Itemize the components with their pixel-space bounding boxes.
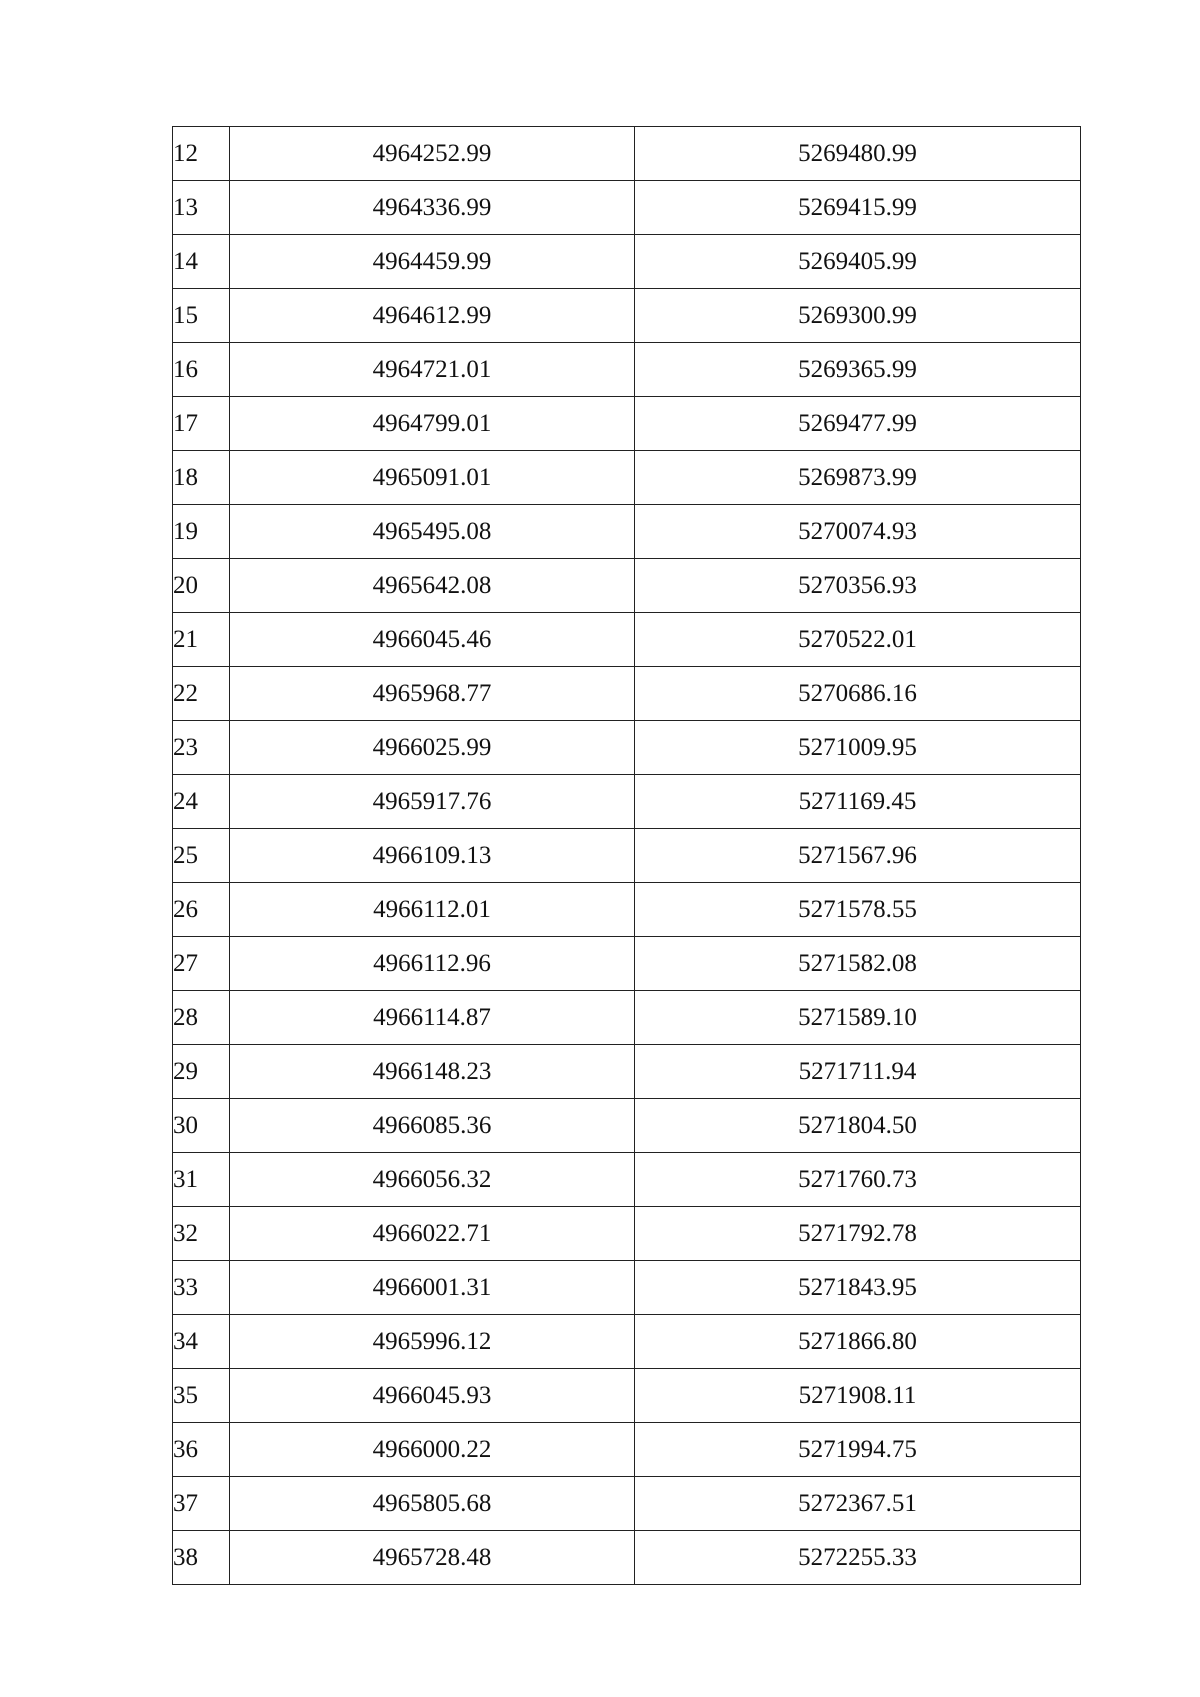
point-number-cell: 30 bbox=[173, 1099, 230, 1153]
y-coordinate-cell: 5271009.95 bbox=[635, 721, 1081, 775]
table-row bbox=[173, 1531, 1081, 1585]
point-number-cell: 29 bbox=[173, 1045, 230, 1099]
table-row bbox=[173, 937, 1081, 991]
y-coordinate-cell: 5270356.93 bbox=[635, 559, 1081, 613]
table-row bbox=[173, 1315, 1081, 1369]
point-number-cell: 31 bbox=[173, 1153, 230, 1207]
x-coordinate-cell: 4966114.87 bbox=[230, 991, 635, 1045]
x-coordinate-cell: 4965917.76 bbox=[230, 775, 635, 829]
x-coordinate-cell: 4966022.71 bbox=[230, 1207, 635, 1261]
x-coordinate-cell: 4964799.01 bbox=[230, 397, 635, 451]
table-row bbox=[173, 1369, 1081, 1423]
table-row bbox=[173, 991, 1081, 1045]
point-number-cell: 15 bbox=[173, 289, 230, 343]
y-coordinate-cell: 5271843.95 bbox=[635, 1261, 1081, 1315]
y-coordinate-cell: 5269477.99 bbox=[635, 397, 1081, 451]
table-row bbox=[173, 1261, 1081, 1315]
coordinates-table bbox=[172, 126, 1081, 1585]
y-coordinate-cell: 5270522.01 bbox=[635, 613, 1081, 667]
table-row bbox=[173, 559, 1081, 613]
y-coordinate-cell: 5270686.16 bbox=[635, 667, 1081, 721]
table-row bbox=[173, 1477, 1081, 1531]
point-number-cell: 28 bbox=[173, 991, 230, 1045]
point-number-cell: 20 bbox=[173, 559, 230, 613]
x-coordinate-cell: 4965968.77 bbox=[230, 667, 635, 721]
point-number-cell: 35 bbox=[173, 1369, 230, 1423]
x-coordinate-cell: 4966112.96 bbox=[230, 937, 635, 991]
y-coordinate-cell: 5271792.78 bbox=[635, 1207, 1081, 1261]
x-coordinate-cell: 4966085.36 bbox=[230, 1099, 635, 1153]
x-coordinate-cell: 4966000.22 bbox=[230, 1423, 635, 1477]
point-number-cell: 22 bbox=[173, 667, 230, 721]
x-coordinate-cell: 4965642.08 bbox=[230, 559, 635, 613]
point-number-cell: 27 bbox=[173, 937, 230, 991]
y-coordinate-cell: 5269365.99 bbox=[635, 343, 1081, 397]
point-number-cell: 32 bbox=[173, 1207, 230, 1261]
point-number-cell: 16 bbox=[173, 343, 230, 397]
coordinates-table-body bbox=[173, 127, 1081, 1585]
y-coordinate-cell: 5271711.94 bbox=[635, 1045, 1081, 1099]
y-coordinate-cell: 5271567.96 bbox=[635, 829, 1081, 883]
point-number-cell: 12 bbox=[173, 127, 230, 181]
x-coordinate-cell: 4965495.08 bbox=[230, 505, 635, 559]
x-coordinate-cell: 4966045.93 bbox=[230, 1369, 635, 1423]
table-row bbox=[173, 505, 1081, 559]
x-coordinate-cell: 4964721.01 bbox=[230, 343, 635, 397]
table-row bbox=[173, 235, 1081, 289]
y-coordinate-cell: 5271804.50 bbox=[635, 1099, 1081, 1153]
point-number-cell: 21 bbox=[173, 613, 230, 667]
y-coordinate-cell: 5271760.73 bbox=[635, 1153, 1081, 1207]
point-number-cell: 24 bbox=[173, 775, 230, 829]
table-row bbox=[173, 1045, 1081, 1099]
x-coordinate-cell: 4966056.32 bbox=[230, 1153, 635, 1207]
x-coordinate-cell: 4964459.99 bbox=[230, 235, 635, 289]
table-row bbox=[173, 775, 1081, 829]
y-coordinate-cell: 5272367.51 bbox=[635, 1477, 1081, 1531]
point-number-cell: 37 bbox=[173, 1477, 230, 1531]
table-row bbox=[173, 1153, 1081, 1207]
y-coordinate-cell: 5269405.99 bbox=[635, 235, 1081, 289]
point-number-cell: 18 bbox=[173, 451, 230, 505]
point-number-cell: 17 bbox=[173, 397, 230, 451]
y-coordinate-cell: 5271908.11 bbox=[635, 1369, 1081, 1423]
x-coordinate-cell: 4965091.01 bbox=[230, 451, 635, 505]
table-row bbox=[173, 883, 1081, 937]
table-row bbox=[173, 451, 1081, 505]
x-coordinate-cell: 4966001.31 bbox=[230, 1261, 635, 1315]
point-number-cell: 34 bbox=[173, 1315, 230, 1369]
table-row bbox=[173, 613, 1081, 667]
y-coordinate-cell: 5271169.45 bbox=[635, 775, 1081, 829]
y-coordinate-cell: 5270074.93 bbox=[635, 505, 1081, 559]
y-coordinate-cell: 5269480.99 bbox=[635, 127, 1081, 181]
table-row bbox=[173, 829, 1081, 883]
point-number-cell: 23 bbox=[173, 721, 230, 775]
y-coordinate-cell: 5271582.08 bbox=[635, 937, 1081, 991]
table-row bbox=[173, 1423, 1081, 1477]
table-row bbox=[173, 721, 1081, 775]
table-row bbox=[173, 397, 1081, 451]
x-coordinate-cell: 4966148.23 bbox=[230, 1045, 635, 1099]
table-row bbox=[173, 289, 1081, 343]
x-coordinate-cell: 4965728.48 bbox=[230, 1531, 635, 1585]
point-number-cell: 26 bbox=[173, 883, 230, 937]
x-coordinate-cell: 4964336.99 bbox=[230, 181, 635, 235]
table-row bbox=[173, 181, 1081, 235]
y-coordinate-cell: 5269873.99 bbox=[635, 451, 1081, 505]
x-coordinate-cell: 4965996.12 bbox=[230, 1315, 635, 1369]
point-number-cell: 14 bbox=[173, 235, 230, 289]
y-coordinate-cell: 5271589.10 bbox=[635, 991, 1081, 1045]
y-coordinate-cell: 5269300.99 bbox=[635, 289, 1081, 343]
table-row bbox=[173, 1099, 1081, 1153]
y-coordinate-cell: 5271866.80 bbox=[635, 1315, 1081, 1369]
table-row bbox=[173, 667, 1081, 721]
point-number-cell: 38 bbox=[173, 1531, 230, 1585]
x-coordinate-cell: 4964252.99 bbox=[230, 127, 635, 181]
y-coordinate-cell: 5269415.99 bbox=[635, 181, 1081, 235]
point-number-cell: 36 bbox=[173, 1423, 230, 1477]
table-row bbox=[173, 343, 1081, 397]
table-row bbox=[173, 127, 1081, 181]
x-coordinate-cell: 4966045.46 bbox=[230, 613, 635, 667]
y-coordinate-cell: 5271578.55 bbox=[635, 883, 1081, 937]
y-coordinate-cell: 5271994.75 bbox=[635, 1423, 1081, 1477]
x-coordinate-cell: 4964612.99 bbox=[230, 289, 635, 343]
point-number-cell: 19 bbox=[173, 505, 230, 559]
x-coordinate-cell: 4965805.68 bbox=[230, 1477, 635, 1531]
point-number-cell: 33 bbox=[173, 1261, 230, 1315]
point-number-cell: 13 bbox=[173, 181, 230, 235]
x-coordinate-cell: 4966109.13 bbox=[230, 829, 635, 883]
y-coordinate-cell: 5272255.33 bbox=[635, 1531, 1081, 1585]
x-coordinate-cell: 4966112.01 bbox=[230, 883, 635, 937]
table-row bbox=[173, 1207, 1081, 1261]
point-number-cell: 25 bbox=[173, 829, 230, 883]
x-coordinate-cell: 4966025.99 bbox=[230, 721, 635, 775]
